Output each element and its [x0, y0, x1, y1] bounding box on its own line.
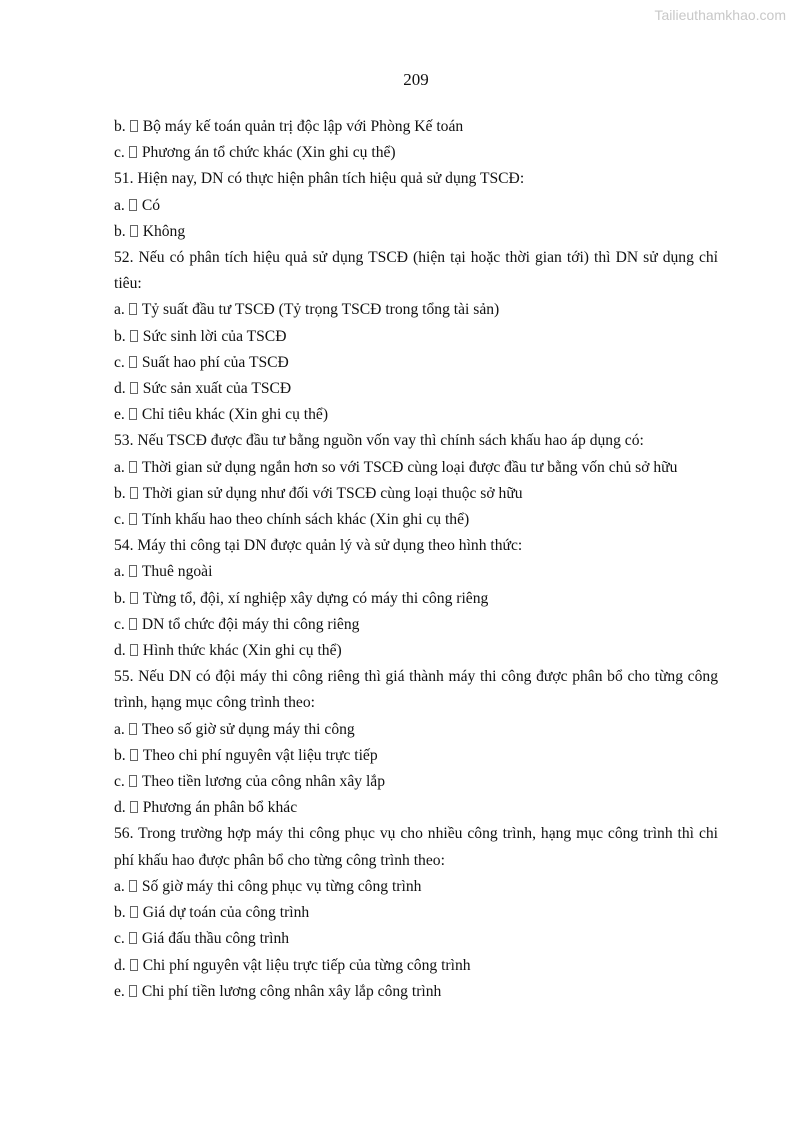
answer-option: [114, 402, 718, 428]
question-text: [114, 428, 718, 454]
option-letter: b.: [114, 904, 126, 922]
option-letter: a.: [114, 877, 125, 895]
question-label: 56. Trong trường hợp máy thi công phục vụ cho nhiều công trình, hạng mục công trình thì chi phí khấu hao được phân bổ cho từng công trình theo:: [114, 825, 718, 869]
checkbox-icon[interactable]: [129, 199, 137, 211]
checkbox-icon[interactable]: [130, 120, 138, 132]
question-text: [114, 245, 718, 297]
answer-option: [114, 324, 718, 350]
option-letter: e.: [114, 406, 125, 424]
option-letter: c.: [114, 615, 125, 633]
option-label: Tỷ suất đầu tư TSCĐ (Tỷ trọng TSCĐ trong tổng tài sản): [141, 301, 500, 319]
option-label: Sức sản xuất của TSCĐ: [142, 380, 292, 398]
checkbox-icon[interactable]: [129, 775, 137, 787]
answer-option: [114, 612, 718, 638]
option-label: Phương án phân bổ khác: [142, 799, 298, 817]
answer-option: [114, 795, 718, 821]
answer-option: [114, 507, 718, 533]
answer-option: [114, 743, 718, 769]
answer-option: [114, 376, 718, 402]
option-letter: a.: [114, 458, 125, 476]
checkbox-icon[interactable]: [129, 146, 137, 158]
option-label: Chi phí nguyên vật liệu trực tiếp của từng công trình: [142, 956, 471, 974]
answer-option: [114, 953, 718, 979]
option-label: Suất hao phí của TSCĐ: [141, 353, 289, 371]
answer-option: [114, 586, 718, 612]
checkbox-icon[interactable]: [129, 932, 137, 944]
option-letter: d.: [114, 642, 126, 660]
checkbox-icon[interactable]: [129, 618, 137, 630]
survey-content: [114, 114, 718, 1005]
question-label: 55. Nếu DN có đội máy thi công riêng thì giá thành máy thi công được phân bổ cho từng công trình, hạng mục công trình theo:: [114, 668, 718, 712]
option-label: Giá dự toán của công trình: [142, 904, 310, 922]
option-label: Chỉ tiêu khác (Xin ghi cụ thể): [141, 406, 329, 424]
option-letter: b.: [114, 118, 126, 135]
checkbox-icon[interactable]: [130, 330, 138, 342]
option-letter: b.: [114, 746, 126, 764]
option-letter: a.: [114, 301, 125, 319]
option-letter: d.: [114, 380, 126, 398]
answer-option: [114, 769, 718, 795]
option-label: Giá đấu thầu công trình: [141, 930, 290, 948]
checkbox-icon[interactable]: [129, 513, 137, 525]
option-label: Thời gian sử dụng như đối với TSCĐ cùng loại thuộc sở hữu: [142, 484, 523, 502]
checkbox-icon[interactable]: [130, 382, 138, 394]
answer-option: [114, 874, 718, 900]
checkbox-icon[interactable]: [129, 408, 137, 420]
option-letter: b.: [114, 222, 126, 240]
option-letter: d.: [114, 956, 126, 974]
answer-option: [114, 297, 718, 323]
checkbox-icon[interactable]: [129, 985, 137, 997]
question-text: [114, 166, 718, 192]
checkbox-icon[interactable]: [129, 880, 137, 892]
option-label: Chi phí tiền lương công nhân xây lắp công trình: [141, 982, 442, 1000]
option-letter: c.: [114, 353, 125, 371]
option-letter: b.: [114, 589, 126, 607]
option-label: Tính khấu hao theo chính sách khác (Xin ghi cụ thể): [141, 511, 470, 529]
checkbox-icon[interactable]: [129, 565, 137, 577]
answer-option: [114, 219, 718, 245]
option-label: Theo số giờ sử dụng máy thi công: [141, 720, 355, 738]
option-letter: c.: [114, 773, 125, 791]
checkbox-icon[interactable]: [129, 461, 137, 473]
option-label: Sức sinh lời của TSCĐ: [142, 327, 287, 345]
answer-option: [114, 114, 718, 140]
option-label: Phương án tổ chức khác (Xin ghi cụ thể): [141, 144, 396, 162]
answer-option: [114, 455, 718, 481]
option-label: Từng tổ, đội, xí nghiệp xây dựng có máy thi công riêng: [142, 589, 489, 607]
answer-option: [114, 559, 718, 585]
checkbox-icon[interactable]: [130, 749, 138, 761]
option-label: Theo chi phí nguyên vật liệu trực tiếp: [142, 746, 378, 764]
answer-option: [114, 193, 718, 219]
option-label: Số giờ máy thi công phục vụ từng công trình: [141, 877, 422, 895]
option-label: Thời gian sử dụng ngắn hơn so với TSCĐ cùng loại được đầu tư bằng vốn chủ sở hữu: [141, 458, 678, 476]
option-label: Theo tiền lương của công nhân xây lắp: [141, 773, 385, 791]
checkbox-icon[interactable]: [130, 592, 138, 604]
option-letter: c.: [114, 144, 125, 162]
option-label: Hình thức khác (Xin ghi cụ thể): [142, 642, 342, 660]
option-letter: a.: [114, 196, 125, 214]
option-label: DN tổ chức đội máy thi công riêng: [141, 615, 360, 633]
option-letter: e.: [114, 982, 125, 1000]
watermark: Tailieuthamkhao.com: [654, 7, 786, 23]
option-letter: b.: [114, 327, 126, 345]
checkbox-icon[interactable]: [130, 487, 138, 499]
option-label: Bộ máy kế toán quản trị độc lập với Phòng Kế toán: [142, 118, 464, 135]
checkbox-icon[interactable]: [130, 225, 138, 237]
option-label: Có: [141, 196, 161, 214]
question-label: 52. Nếu có phân tích hiệu quả sử dụng TSCĐ (hiện tại hoặc thời gian tới) thì DN sử dụng chỉ tiêu:: [114, 249, 718, 293]
page-number: 209: [403, 70, 429, 89]
answer-option: [114, 717, 718, 743]
option-label: Không: [142, 222, 186, 240]
checkbox-icon[interactable]: [129, 723, 137, 735]
answer-option: [114, 481, 718, 507]
option-letter: c.: [114, 930, 125, 948]
answer-option: [114, 638, 718, 664]
question-text: [114, 821, 718, 873]
checkbox-icon[interactable]: [129, 356, 137, 368]
checkbox-icon[interactable]: [129, 303, 137, 315]
option-letter: a.: [114, 563, 125, 581]
option-letter: b.: [114, 484, 126, 502]
answer-option: [114, 140, 718, 166]
answer-option: [114, 979, 718, 1005]
option-letter: d.: [114, 799, 126, 817]
answer-option: [114, 926, 718, 952]
question-label: 53. Nếu TSCĐ được đầu tư bằng nguồn vốn vay thì chính sách khấu hao áp dụng có:: [114, 432, 644, 450]
option-letter: c.: [114, 511, 125, 529]
question-text: [114, 533, 718, 559]
question-label: 54. Máy thi công tại DN được quản lý và sử dụng theo hình thức:: [114, 537, 523, 555]
checkbox-icon[interactable]: [130, 959, 138, 971]
answer-option: [114, 350, 718, 376]
option-letter: a.: [114, 720, 125, 738]
question-label: 51. Hiện nay, DN có thực hiện phân tích hiệu quả sử dụng TSCĐ:: [114, 170, 525, 188]
question-text: [114, 664, 718, 716]
checkbox-icon[interactable]: [130, 906, 138, 918]
answer-option: [114, 900, 718, 926]
checkbox-icon[interactable]: [130, 801, 138, 813]
option-label: Thuê ngoài: [141, 563, 213, 581]
checkbox-icon[interactable]: [130, 644, 138, 656]
